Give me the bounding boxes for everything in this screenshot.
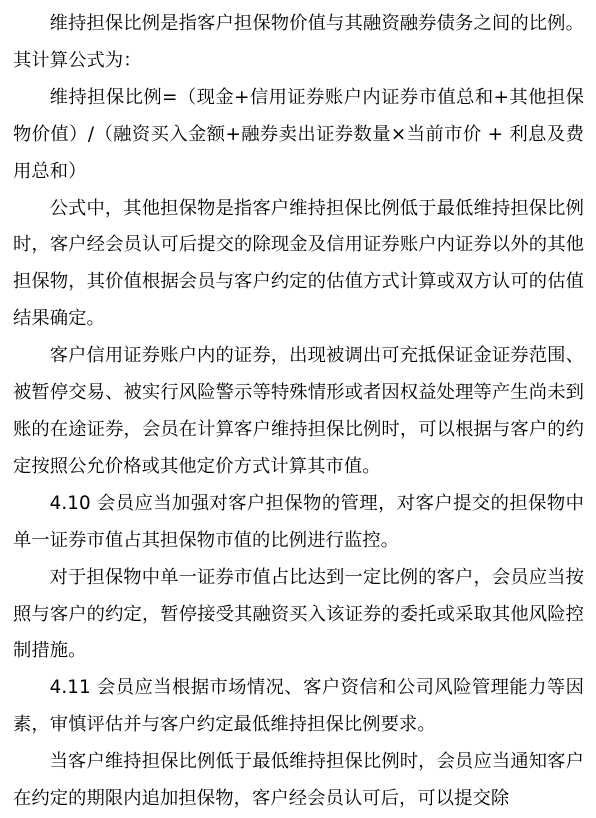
- paragraph-other-collateral: 公式中，其他担保物是指客户维持担保比例低于最低维持担保比例时，客户经会员认可后提交的除现金及信用证券账户内证券以外的其他担保物，其价值根据会员与客户约定的估值方式计算或双方认可的估值结果确定。: [13, 197, 584, 330]
- paragraph-section-4-10: 4.10 会员应当加强对客户担保物的管理，对客户提交的担保物中单一证券市值占其担保物市值的比例进行监控。: [13, 492, 584, 551]
- paragraph-section-4-11: 4.11 会员应当根据市场情况、客户资信和公司风险管理能力等因素，审慎评估并与客户约定最低维持担保比例要求。: [13, 677, 584, 736]
- paragraph-margin-call: 当客户维持担保比例低于最低维持担保比例时，会员应当通知客户在约定的期限内追加担保物，客户经会员认可后，可以提交除: [13, 751, 584, 810]
- paragraph-ratio-formula: 维持担保比例=（现金+信用证券账户内证券市值总和+其他担保物价值）/（融资买入金额+融券卖出证券数量×当前市价 + 利息及费用总和）: [13, 86, 584, 182]
- paragraph-special-securities: 客户信用证券账户内的证券，出现被调出可充抵保证金证券范围、被暂停交易、被实行风险警示等特殊情形或者因权益处理等产生尚未到账的在途证券，会员在计算客户维持担保比例时，可以根据与客户的约定按照公允价格或其他定价方式计算其市值。: [13, 345, 584, 477]
- paragraph-maintenance-ratio-definition: 维持担保比例是指客户担保物价值与其融资融券债务之间的比例。其计算公式为：: [13, 13, 584, 71]
- paragraph-concentration-measures: 对于担保物中单一证券市值占比达到一定比例的客户，会员应当按照与客户的约定，暂停接受其融资买入该证券的委托或采取其他风险控制措施。: [13, 566, 584, 662]
